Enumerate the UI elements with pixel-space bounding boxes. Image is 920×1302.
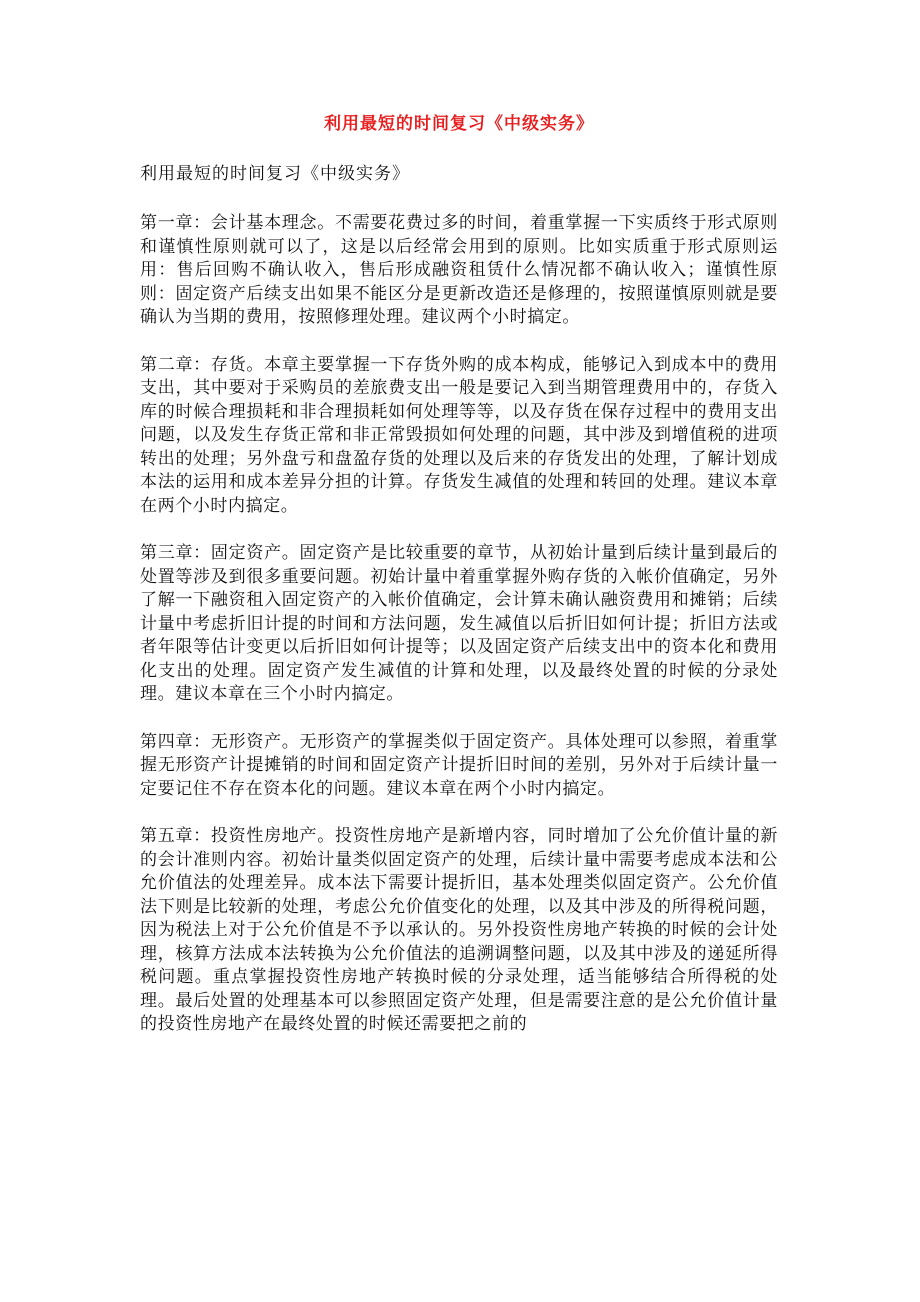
paragraph-chapter-2: 第二章：存货。本章主要掌握一下存货外购的成本构成，能够记入到成本中的费用支出，其中要对于采购员的差旅费支出一般是要记入到当期管理费用中的，存货入库的时候合理损耗和非合理损耗如何处理等等，以及存货在保存过程中的费用支出问题，以及发生存货正常和非正常毁损如何处理的问题，其中涉及到增值税的进项转出的处理；另外盘亏和盘盈存货的处理以及后来的存货发出的处理，了解计划成本法的运用和成本差异分担的计算。存货发生减值的处理和转回的处理。建议本章在两个小时内搞定。 — [140, 354, 778, 516]
paragraph-chapter-4: 第四章：无形资产。无形资产的掌握类似于固定资产。具体处理可以参照，着重掌握无形资产计提摊销的时间和固定资产计提折旧时间的差别，另外对于后续计量一定要记住不存在资本化的问题。建议本章在两个小时内搞定。 — [140, 731, 778, 799]
paragraph-chapter-3: 第三章：固定资产。固定资产是比较重要的章节，从初始计量到后续计量到最后的处置等涉及到很多重要问题。初始计量中着重掌握外购存货的入帐价值确定，另外了解一下融资租入固定资产的入帐价值确定，会计算未确认融资费用和摊销；后续计量中考虑折旧计提的时间和方法问题，发生减值以后折旧如何计提；折旧方法或者年限等估计变更以后折旧如何计提等；以及固定资产后续支出中的资本化和费用化支出的处理。固定资产发生减值的计算和处理，以及最终处置的时候的分录处理。建议本章在三个小时内搞定。 — [140, 543, 778, 704]
paragraph-chapter-5: 第五章：投资性房地产。投资性房地产是新增内容，同时增加了公允价值计量的新的会计准则内容。初始计量类似固定资产的处理，后续计量中需要考虑成本法和公允价值法的处理差异。成本法下需要计提折旧，基本处理类似固定资产。公允价值法下则是比较新的处理，考虑公允价值变化的处理，以及其中涉及的所得税问题，因为税法上对于公允价值是不予以承认的。另外投资性房地产转换的时候的会计处理，核算方法成本法转换为公允价值法的追溯调整问题，以及其中涉及的递延所得税问题。重点掌握投资性房地产转换时候的分录处理，适当能够结合所得税的处理。最后处置的处理基本可以参照固定资产处理，但是需要注意的是公允价值计量的投资性房地产在最终处置的时候还需要把之前的 — [140, 826, 778, 1034]
document-subtitle: 利用最短的时间复习《中级实务》 — [140, 164, 410, 184]
paragraph-chapter-1: 第一章：会计基本理念。不需要花费过多的时间，着重掌握一下实质终于形式原则和谨慎性原则就可以了，这是以后经常会用到的原则。比如实质重于形式原则运用：售后回购不确认收入，售后形成融资租赁什么情况都不确认收入；谨慎性原则：固定资产后续支出如果不能区分是更新改造还是修理的，按照谨慎原则就是要确认为当期的费用，按照修理处理。建议两个小时搞定。 — [140, 213, 778, 327]
document-title: 利用最短的时间复习《中级实务》 — [324, 114, 594, 134]
